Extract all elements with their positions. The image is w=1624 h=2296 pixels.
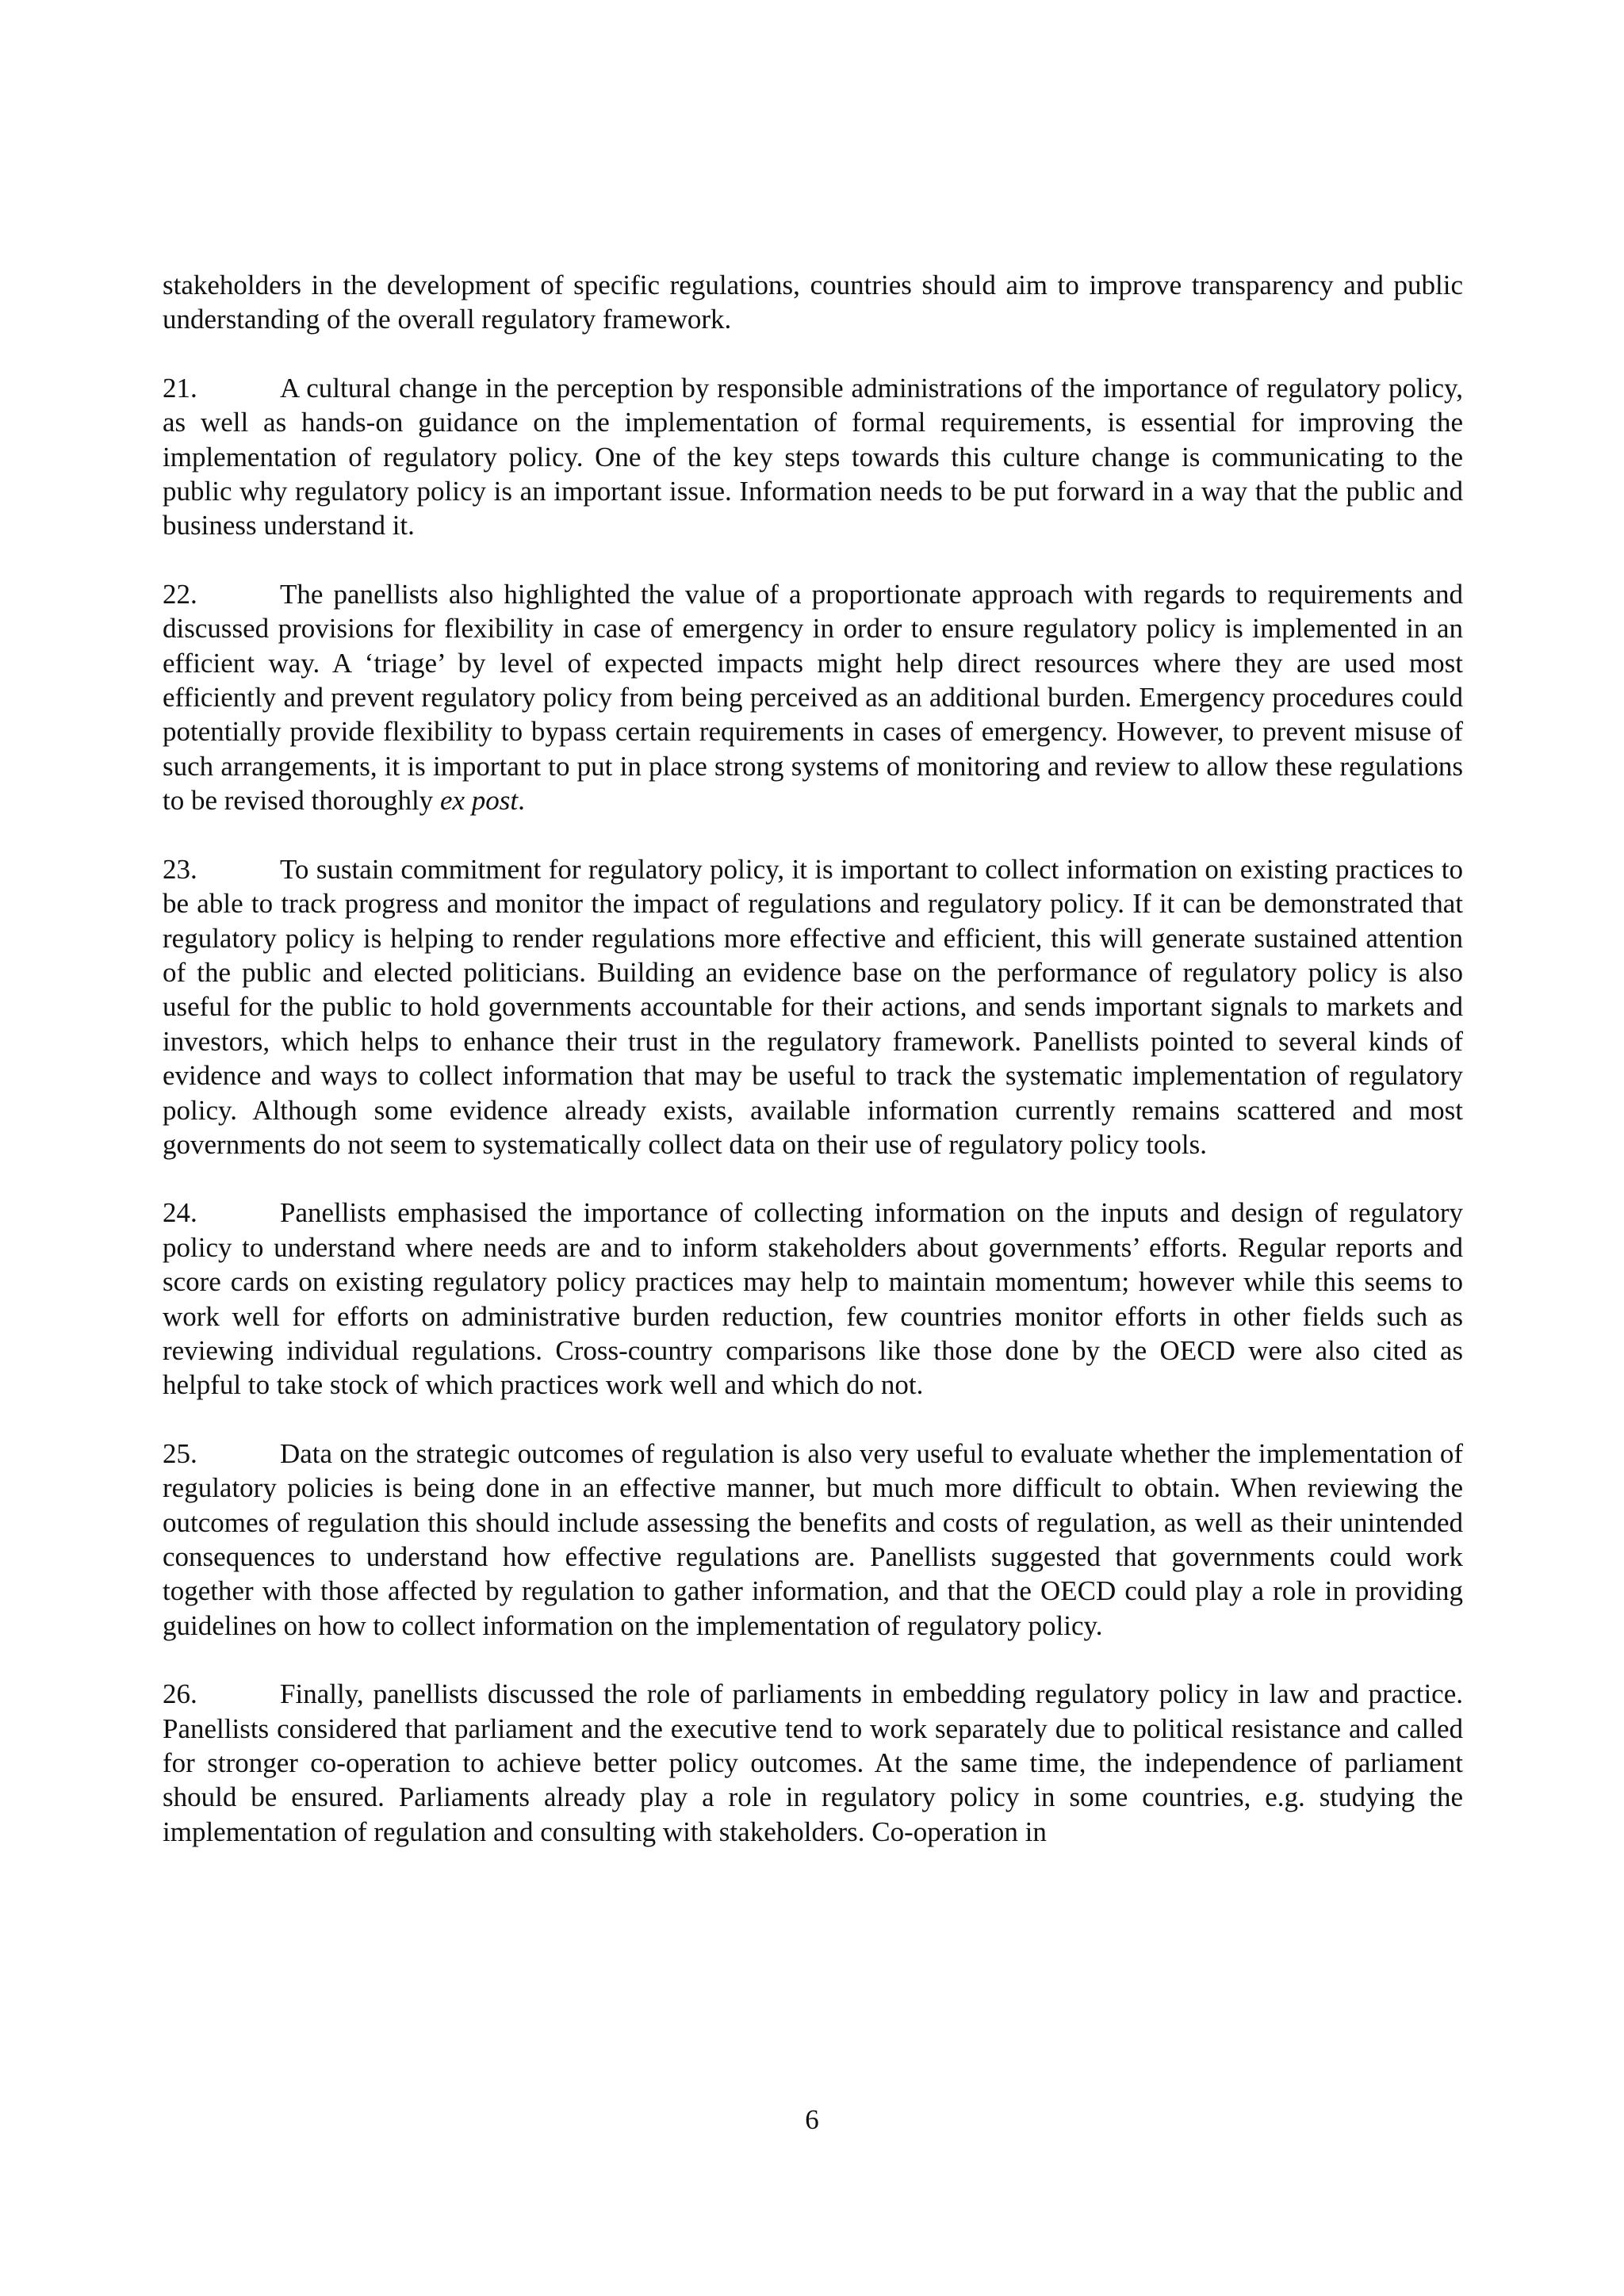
- paragraph-23: [163, 852, 1463, 1162]
- body-text: [163, 268, 1463, 1883]
- paragraph-text: The panellists also highlighted the value of a proportionate approach with regards to requirements and discussed provisions for flexibility in case of emergency in order to ensure regulatory policy is implemented in an efficient way. A ‘triage’ by level of expected impacts might help direct resources where they are used most efficiently and prevent regulatory policy from being perceived as an additional burden. Emergency procedures could potentially provide flexibility to bypass certain requirements in cases of emergency. However, to prevent misuse of such arrangements, it is important to put in place strong systems of monitoring and review to allow these regulations to be revised thoroughly: [163, 578, 1463, 817]
- paragraph-number: 26.: [163, 1678, 197, 1710]
- page-number: 6: [805, 2104, 819, 2135]
- paragraph-text: To sustain commitment for regulatory policy, it is important to collect information on existing practices to be able to track progress and monitor the impact of regulations and regulatory policy. If it can be demonstrated that regulatory policy is helping to render regulations more effective and efficient, this will generate sustained attention of the public and elected politicians. Building an evidence base on the performance of regulatory policy is also useful for the public to hold governments accountable for their actions, and sends important signals to markets and investors, which helps to enhance their trust in the regulatory framework. Panellists pointed to several kinds of evidence and ways to collect information that may be useful to track the systematic implementation of regulatory policy. Although some evidence already exists, available information currently remains scattered and most governments do not seem to systematically collect data on their use of regulatory policy tools.: [163, 853, 1463, 1160]
- paragraph-number: 24.: [163, 1197, 197, 1229]
- paragraph-text: Finally, panellists discussed the role of parliaments in embedding regulatory policy in law and practice. Panellists considered that parliament and the executive tend to work separately due to political resistance and called for stronger co-operation to achieve better policy outcomes. At the same time, the independence of parliament should be ensured. Parliaments already play a role in regulatory policy in some countries, e.g. studying the implementation of regulation and consulting with stakeholders. Co-operation in: [163, 1678, 1463, 1847]
- paragraph-tail: .: [518, 785, 525, 817]
- paragraph-21: [163, 371, 1463, 543]
- paragraph-text: A cultural change in the perception by responsible administrations of the importance of regulatory policy, as well as hands-on guidance on the implementation of formal requirements, is essential for improving the implementation of regulatory policy. One of the key steps towards this culture change is communicating to the public why regulatory policy is an important issue. Information needs to be put forward in a way that the public and business understand it.: [163, 372, 1463, 541]
- paragraph-22: [163, 577, 1463, 818]
- continuation-paragraph: stakeholders in the development of specific regulations, countries should aim to improve transparency and public understanding of the overall regulatory framework.: [163, 270, 1463, 335]
- paragraph-text: Data on the strategic outcomes of regulation is also very useful to evaluate whether the implementation of regulatory policies is being done in an effective manner, but much more difficult to obtain. When reviewing the outcomes of regulation this should include assessing the benefits and costs of regulation, as well as their unintended consequences to understand how effective regulations are. Panellists suggested that governments could work together with those affected by regulation to gather information, and that the OECD could play a role in providing guidelines on how to collect information on the implementation of regulatory policy.: [163, 1437, 1463, 1641]
- paragraph-number: 25.: [163, 1437, 197, 1469]
- paragraph-number: 23.: [163, 853, 197, 885]
- paragraph-number: 22.: [163, 578, 197, 610]
- paragraph-25: [163, 1437, 1463, 1643]
- paragraph-text: Panellists emphasised the importance of collecting information on the inputs and design of regulatory policy to understand where needs are and to inform stakeholders about governments’ efforts. Regular reports and score cards on existing regulatory policy practices may help to maintain momentum; however while this seems to work well for efforts on administrative burden reduction, few countries monitor efforts in other fields such as reviewing individual regulations. Cross-country comparisons like those done by the OECD were also cited as helpful to take stock of which practices work well and which do not.: [163, 1197, 1463, 1401]
- italic-phrase: ex post: [439, 785, 519, 817]
- paragraph-number: 21.: [163, 372, 197, 404]
- paragraph-26: [163, 1677, 1463, 1849]
- paragraph-24: [163, 1196, 1463, 1402]
